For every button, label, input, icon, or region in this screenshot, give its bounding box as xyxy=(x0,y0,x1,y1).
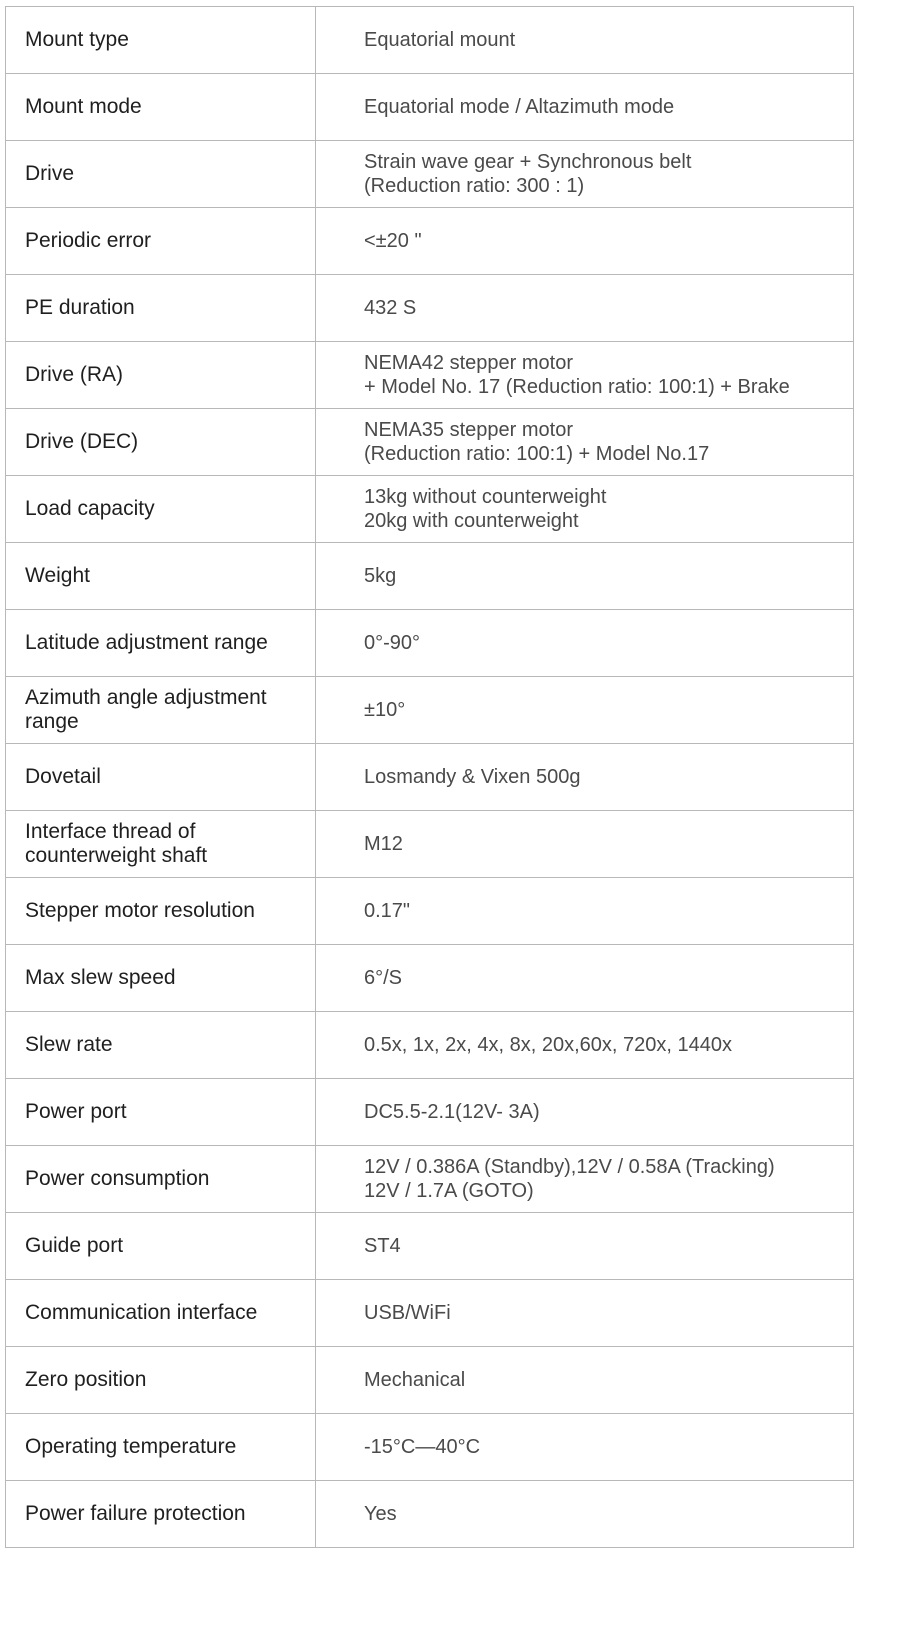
spec-table xyxy=(5,6,854,1548)
spec-label: Drive xyxy=(6,141,316,208)
spec-label: PE duration xyxy=(6,275,316,342)
spec-value: NEMA42 stepper motor + Model No. 17 (Reduction ratio: 100:1) + Brake xyxy=(316,342,854,409)
spec-row xyxy=(6,1280,854,1347)
spec-value: 12V / 0.386A (Standby),12V / 0.58A (Tracking) 12V / 1.7A (GOTO) xyxy=(316,1146,854,1213)
spec-value: 13kg without counterweight 20kg with counterweight xyxy=(316,476,854,543)
spec-value: 0.5x, 1x, 2x, 4x, 8x, 20x,60x, 720x, 1440x xyxy=(316,1012,854,1079)
spec-value: USB/WiFi xyxy=(316,1280,854,1347)
spec-label: Zero position xyxy=(6,1347,316,1414)
spec-value: Equatorial mode / Altazimuth mode xyxy=(316,74,854,141)
spec-row xyxy=(6,342,854,409)
spec-row xyxy=(6,208,854,275)
spec-label: Stepper motor resolution xyxy=(6,878,316,945)
spec-value: Equatorial mount xyxy=(316,7,854,74)
spec-value: Strain wave gear + Synchronous belt (Reduction ratio: 300 : 1) xyxy=(316,141,854,208)
spec-row xyxy=(6,1213,854,1280)
spec-label: Dovetail xyxy=(6,744,316,811)
spec-label: Power failure protection xyxy=(6,1481,316,1548)
spec-label: Operating temperature xyxy=(6,1414,316,1481)
spec-label: Periodic error xyxy=(6,208,316,275)
spec-label: Latitude adjustment range xyxy=(6,610,316,677)
spec-table-body xyxy=(6,7,854,1548)
spec-row xyxy=(6,677,854,744)
spec-value: 6°/S xyxy=(316,945,854,1012)
spec-row xyxy=(6,945,854,1012)
spec-row xyxy=(6,1146,854,1213)
spec-value: 432 S xyxy=(316,275,854,342)
spec-value: DC5.5-2.1(12V- 3A) xyxy=(316,1079,854,1146)
spec-value: Mechanical xyxy=(316,1347,854,1414)
spec-row xyxy=(6,811,854,878)
spec-label: Power port xyxy=(6,1079,316,1146)
spec-row xyxy=(6,1481,854,1548)
spec-row xyxy=(6,1347,854,1414)
spec-label: Slew rate xyxy=(6,1012,316,1079)
spec-label: Weight xyxy=(6,543,316,610)
spec-label: Drive (DEC) xyxy=(6,409,316,476)
spec-label: Guide port xyxy=(6,1213,316,1280)
spec-label: Mount mode xyxy=(6,74,316,141)
spec-label: Azimuth angle adjustment range xyxy=(6,677,316,744)
spec-label: Max slew speed xyxy=(6,945,316,1012)
spec-row xyxy=(6,275,854,342)
spec-value: -15°C—40°C xyxy=(316,1414,854,1481)
spec-row xyxy=(6,1012,854,1079)
spec-row xyxy=(6,543,854,610)
spec-value: M12 xyxy=(316,811,854,878)
spec-value: 5kg xyxy=(316,543,854,610)
spec-row xyxy=(6,476,854,543)
spec-value: ST4 xyxy=(316,1213,854,1280)
spec-value: <±20 " xyxy=(316,208,854,275)
spec-label: Load capacity xyxy=(6,476,316,543)
spec-row xyxy=(6,141,854,208)
spec-row xyxy=(6,7,854,74)
spec-label: Power consumption xyxy=(6,1146,316,1213)
spec-row xyxy=(6,1414,854,1481)
spec-row xyxy=(6,878,854,945)
spec-value: ±10° xyxy=(316,677,854,744)
spec-row xyxy=(6,74,854,141)
spec-value: 0.17" xyxy=(316,878,854,945)
spec-row xyxy=(6,1079,854,1146)
spec-row xyxy=(6,409,854,476)
spec-row xyxy=(6,744,854,811)
spec-value: 0°-90° xyxy=(316,610,854,677)
spec-value: Losmandy & Vixen 500g xyxy=(316,744,854,811)
spec-row xyxy=(6,610,854,677)
spec-label: Communication interface xyxy=(6,1280,316,1347)
spec-value: NEMA35 stepper motor (Reduction ratio: 100:1) + Model No.17 xyxy=(316,409,854,476)
spec-value: Yes xyxy=(316,1481,854,1548)
spec-label: Mount type xyxy=(6,7,316,74)
spec-label: Interface thread of counterweight shaft xyxy=(6,811,316,878)
spec-label: Drive (RA) xyxy=(6,342,316,409)
